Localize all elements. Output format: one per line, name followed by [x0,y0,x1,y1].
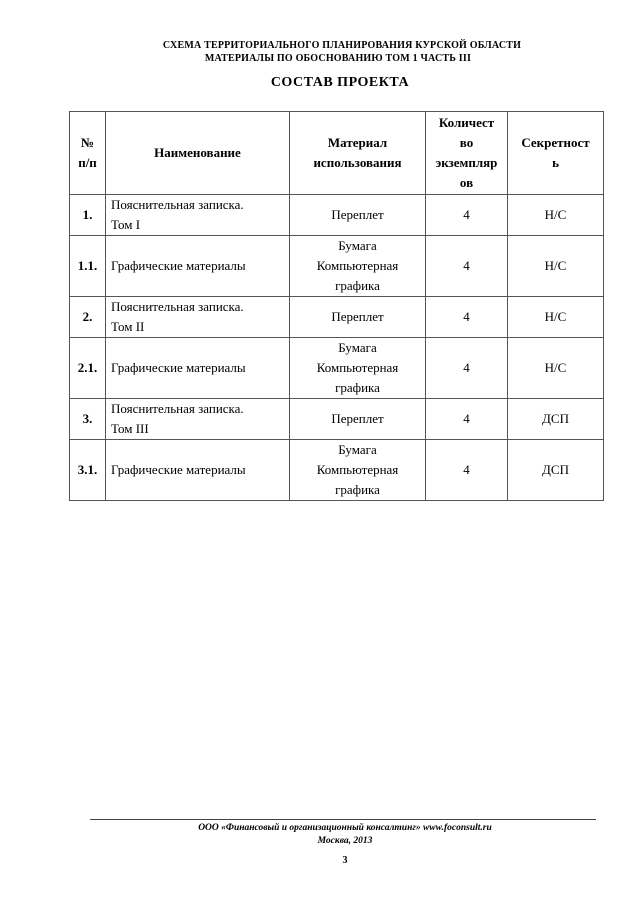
row-material: Переплет [290,195,426,236]
table-header-row [70,112,604,195]
table-row [70,236,604,297]
row-number: 2. [70,297,106,338]
row-material: Бумага Компьютерная графика [290,338,426,399]
table-row [70,399,604,440]
column-header-secrecy: Секретност ь [508,112,604,195]
row-count: 4 [426,338,508,399]
table-row [70,338,604,399]
row-number: 1. [70,195,106,236]
page-title: СОСТАВ ПРОЕКТА [270,75,410,90]
row-name: Пояснительная записка. Том I [106,195,290,236]
footer-city-year: Москва, 2013 [317,836,373,846]
column-header-count: Количест во экземпляр ов [426,112,508,195]
page-number: 3 [342,855,348,866]
footer-divider [90,819,596,820]
row-secrecy: Н/С [508,236,604,297]
row-name: Пояснительная записка. Том II [106,297,290,338]
column-header-name: Наименование [106,112,290,195]
row-name: Графические материалы [106,338,290,399]
row-name: Графические материалы [106,440,290,501]
table-row [70,297,604,338]
table-row [70,440,604,501]
document-header-subtitle: МАТЕРИАЛЫ ПО ОБОСНОВАНИЮ ТОМ 1 ЧАСТЬ III [204,53,472,64]
row-name: Пояснительная записка. Том III [106,399,290,440]
column-header-material: Материал использования [290,112,426,195]
row-material: Бумага Компьютерная графика [290,236,426,297]
row-secrecy: Н/С [508,297,604,338]
row-name: Графические материалы [106,236,290,297]
row-count: 4 [426,297,508,338]
row-number: 3. [70,399,106,440]
row-number: 1.1. [70,236,106,297]
row-number: 3.1. [70,440,106,501]
row-count: 4 [426,195,508,236]
row-number: 2.1. [70,338,106,399]
document-header-title: СХЕМА ТЕРРИТОРИАЛЬНОГО ПЛАНИРОВАНИЯ КУРСКОЙ ОБЛАСТИ [162,40,522,51]
row-count: 4 [426,399,508,440]
project-composition-table [69,111,604,501]
row-secrecy: Н/С [508,338,604,399]
footer-company: ООО «Финансовый и организационный консалтинг» www.foconsult.ru [198,823,492,833]
row-secrecy: ДСП [508,440,604,501]
row-count: 4 [426,440,508,501]
row-material: Переплет [290,399,426,440]
row-secrecy: Н/С [508,195,604,236]
row-secrecy: ДСП [508,399,604,440]
column-header-number: № п/п [70,112,106,195]
row-count: 4 [426,236,508,297]
row-material: Переплет [290,297,426,338]
table-row [70,195,604,236]
row-material: Бумага Компьютерная графика [290,440,426,501]
